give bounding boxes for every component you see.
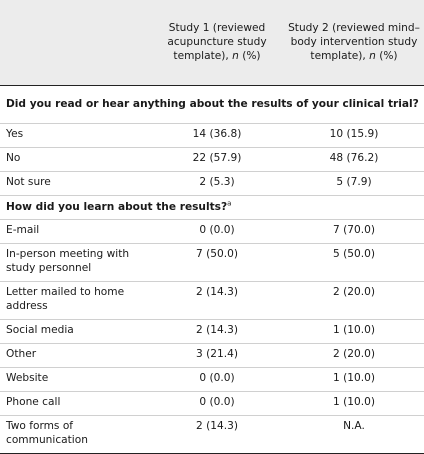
- study1-value: 3 (21.4): [150, 343, 284, 367]
- table-row: [0, 415, 424, 453]
- study1-value: 0 (0.0): [150, 391, 284, 415]
- study1-value: 0 (0.0): [150, 367, 284, 391]
- study2-value: 10 (15.9): [284, 123, 424, 147]
- row-label: In-person meeting with study personnel: [0, 243, 150, 281]
- study2-value: 2 (20.0): [284, 281, 424, 319]
- row-label: No: [0, 147, 150, 171]
- section-heading-row: [0, 195, 424, 219]
- study2-value: 1 (10.0): [284, 367, 424, 391]
- study1-value: 0 (0.0): [150, 219, 284, 243]
- table-row: [0, 243, 424, 281]
- study1-value: 2 (14.3): [150, 281, 284, 319]
- study1-value: 7 (50.0): [150, 243, 284, 281]
- row-label: Phone call: [0, 391, 150, 415]
- study2-value: 7 (70.0): [284, 219, 424, 243]
- table-row: [0, 391, 424, 415]
- section-heading-row: [0, 85, 424, 123]
- table-row: [0, 219, 424, 243]
- study2-value: 1 (10.0): [284, 319, 424, 343]
- study2-value: 5 (50.0): [284, 243, 424, 281]
- row-label: Letter mailed to home address: [0, 281, 150, 319]
- study1-value: 2 (5.3): [150, 171, 284, 195]
- header-blank-cell: [0, 0, 150, 85]
- row-label: Other: [0, 343, 150, 367]
- section-heading-read-hear: Did you read or hear anything about the results of your clinical trial?: [6, 98, 419, 110]
- footnote-marker: a: [227, 199, 232, 208]
- row-label: Yes: [0, 123, 150, 147]
- study1-value: 14 (36.8): [150, 123, 284, 147]
- table-row: [0, 123, 424, 147]
- table-row: [0, 147, 424, 171]
- row-label: Social media: [0, 319, 150, 343]
- table-row: [0, 171, 424, 195]
- study1-value: 22 (57.9): [150, 147, 284, 171]
- header-study2: Study 2 (reviewed mind–body intervention study template), n (%): [284, 0, 424, 85]
- study1-value: 2 (14.3): [150, 415, 284, 453]
- study2-value: 2 (20.0): [284, 343, 424, 367]
- table-row: [0, 281, 424, 319]
- table-row: [0, 319, 424, 343]
- table-row: [0, 367, 424, 391]
- study1-value: 2 (14.3): [150, 319, 284, 343]
- study2-value: 1 (10.0): [284, 391, 424, 415]
- header-row: [0, 0, 424, 85]
- study2-value: 5 (7.9): [284, 171, 424, 195]
- study2-value: 48 (76.2): [284, 147, 424, 171]
- header-study1: Study 1 (reviewed acupuncture study template), n (%): [150, 0, 284, 85]
- table-row: [0, 343, 424, 367]
- row-label: Not sure: [0, 171, 150, 195]
- study2-value: N.A.: [284, 415, 424, 453]
- row-label: Two forms of communication: [0, 415, 150, 453]
- row-label: Website: [0, 367, 150, 391]
- row-label: E-mail: [0, 219, 150, 243]
- section-heading-learn-results: How did you learn about the results?$^a$: [0, 195, 424, 219]
